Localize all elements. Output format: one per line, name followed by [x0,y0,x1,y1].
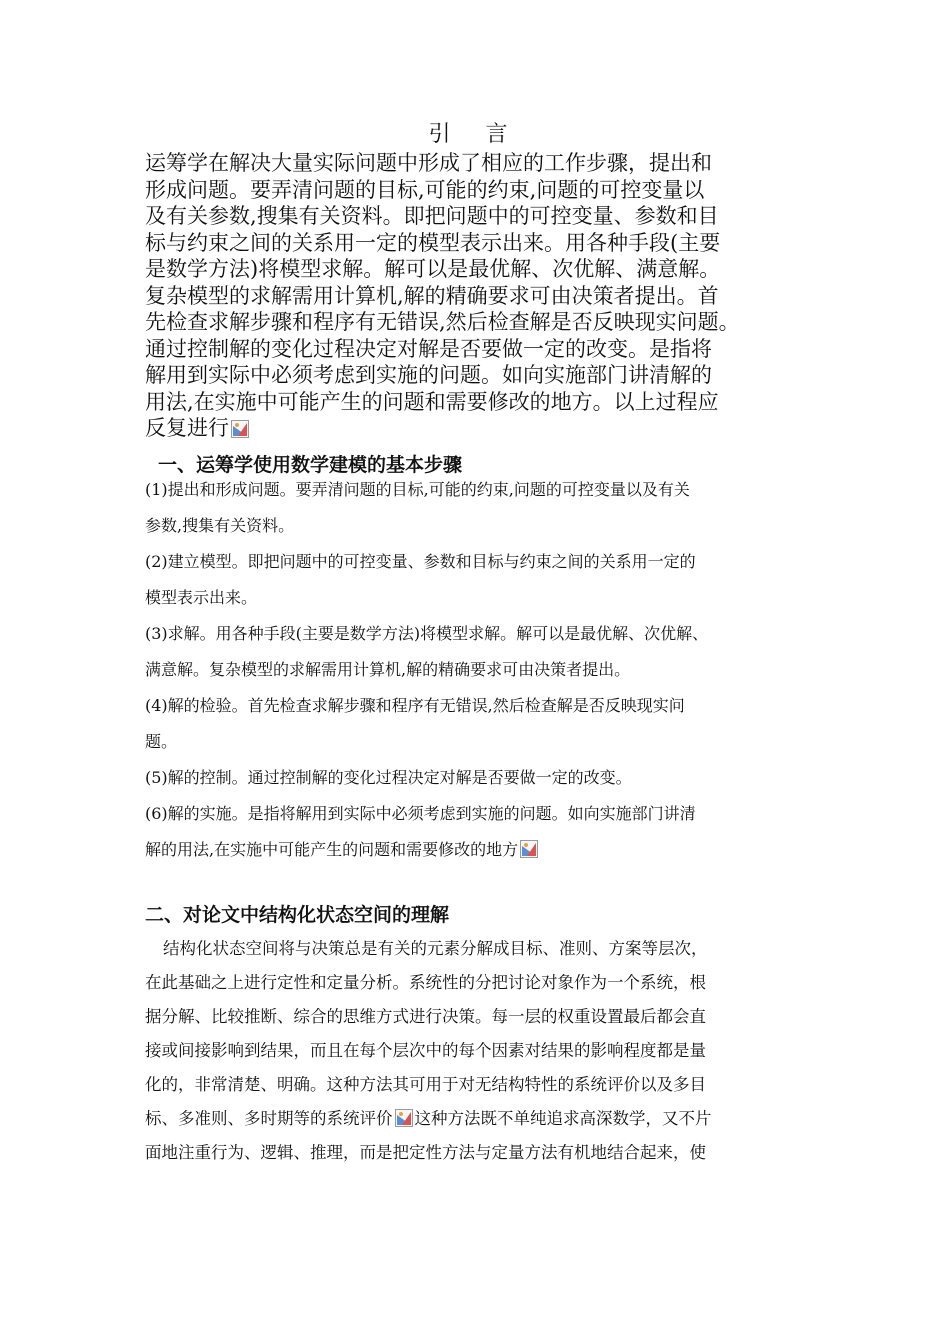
intro-line: 是数学方法)将模型求解。解可以是最优解、次优解、满意解。 [145,257,721,281]
section1-heading: 一、运筹学使用数学建模的基本步骤 [158,454,463,476]
intro-line: 运筹学在解决大量实际问题中形成了相应的工作步骤，提出和 [145,151,712,175]
step-line: (6)解的实施。是指将解用到实际中必须考虑到实施的问题。如向实施部门讲清 [145,804,696,823]
intro-last-line [145,415,835,442]
s2-line: 据分解、比较推断、综合的思维方式进行决策。每一层的权重设置最后都会直 [145,1007,706,1026]
broken-image-icon [231,420,249,438]
step-line: (1)提出和形成问题。要弄清问题的目标,可能的约束,问题的可控变量以及有关 [145,480,690,499]
step-last-line [145,832,835,868]
section1-steps [145,472,835,868]
intro-line: 形成问题。要弄清问题的目标,可能的约束,问题的可控变量以 [145,177,705,202]
step-last-line-text: 解的用法,在实施中可能产生的问题和需要修改的地方 [145,840,519,859]
intro-line: 标与约束之间的关系用一定的模型表示出来。用各种手段(主要 [145,230,721,255]
broken-image-icon [395,1109,413,1127]
s2-line: 面地注重行为、逻辑、推理，而是把定性方法与定量方法有机地结合起来，使 [145,1143,706,1162]
intro-last-line-text: 反复进行 [145,416,229,440]
step-line: 题。 [145,732,178,751]
intro-line: 及有关参数,搜集有关资料。即把问题中的可控变量、参数和目 [145,204,719,228]
intro-line: 通过控制解的变化过程决定对解是否要做一定的改变。是指将 [145,336,712,361]
s2-line: 接或间接影响到结果，而且在每个层次中的每个因素对结果的影响程度都是量 [145,1041,706,1060]
step-line: 参数,搜集有关资料。 [145,516,295,535]
step-line: 满意解。复杂模型的求解需用计算机,解的精确要求可由决策者提出。 [145,660,631,679]
intro-paragraph [145,150,835,442]
section2-heading: 二、对论文中结构化状态空间的理解 [145,904,450,926]
intro-line: 先检查求解步骤和程序有无错误,然后检查解是否反映现实问题。 [145,310,740,334]
section2-paragraph [145,932,835,1170]
intro-line: 复杂模型的求解需用计算机,解的精确要求可由决策者提出。首 [145,283,719,308]
intro-line: 解用到实际中必须考虑到实施的问题。如向实施部门讲清解的 [145,363,712,387]
s2-line-with-image [145,1102,835,1136]
s2-line: 化的，非常清楚、明确。这种方法其可用于对无结构特性的系统评价以及多目 [145,1075,706,1094]
s2-line: 在此基础之上进行定性和定量分析。系统性的分把讨论对象作为一个系统，根 [145,973,706,992]
step-line: (2)建立模型。即把问题中的可控变量、参数和目标与约束之间的关系用一定的 [145,552,696,571]
s2-line6-after: 这种方法既不单纯追求高深数学，又不片 [414,1109,712,1128]
s2-line6-before: 标、多准则、多时期等的系统评价 [145,1109,393,1128]
step-line: 模型表示出来。 [145,588,258,607]
step-line: (5)解的控制。通过控制解的变化过程决定对解是否要做一定的改变。 [145,768,632,787]
page-title: 引 言 [428,122,522,147]
s2-line: 结构化状态空间将与决策总是有关的元素分解成目标、准则、方案等层次， [163,939,708,958]
intro-line: 用法,在实施中可能产生的问题和需要修改的地方。以上过程应 [145,389,719,414]
broken-image-icon [520,840,538,858]
step-line: (3)求解。用各种手段(主要是数学方法)将模型求解。解可以是最优解、次优解、 [145,624,709,643]
step-line: (4)解的检验。首先检查求解步骤和程序有无错误,然后检查解是否反映现实问 [145,696,685,715]
